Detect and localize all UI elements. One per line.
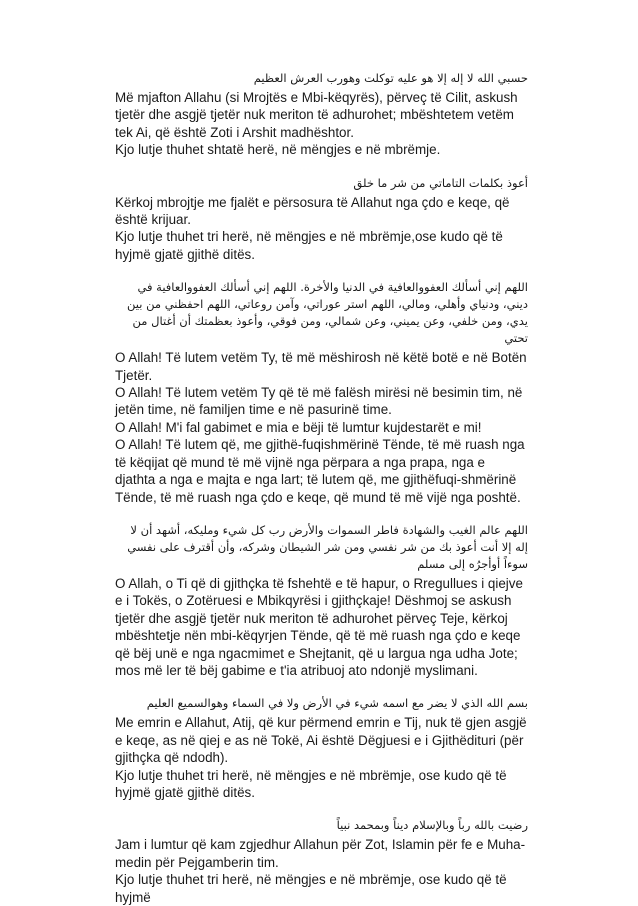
supplication-block bbox=[115, 817, 528, 906]
albanian-translation: O Allah! Të lutem vetëm Ty që të më falësh mirësi në besimin tim, në jetën time, në familjen time e në pasurinë time. bbox=[115, 385, 523, 418]
recitation-instruction: Kjo lutje thuhet tri herë, në mëngjes e në mbrëmje, ose kudo që të hyjmë gjatë gjithë ditës. bbox=[115, 767, 507, 800]
arabic-text: بسم الله الذي لا يضر مع اسمه شيء في الأرض ولا في السماء وهوالسميع العليم bbox=[146, 696, 528, 711]
albanian-translation: Më mjafton Allahu (si Mrojtës e Mbi-këqyrës), përveç të Cilit, askush tjetër dhe asgjë tjetër nuk meriton të adhurohet; mbështetem vetëm tek Ai, që është Zoti i Arshit madhështor. bbox=[115, 90, 518, 140]
supplication-block bbox=[115, 695, 528, 801]
arabic-text: رضيت بالله رباً وبالإسلام ديناً وبمحمد نبياً bbox=[336, 818, 528, 833]
recitation-instruction: Kjo lutje thuhet tri herë, në mëngjes e në mbrëmje,ose kudo që të hyjmë gjatë gjithë ditës. bbox=[115, 229, 503, 262]
supplication-block bbox=[115, 279, 528, 506]
recitation-instruction: Kjo lutje thuhet tri herë, në mëngjes e në mbrëmje, ose kudo që të hyjmë bbox=[115, 872, 507, 905]
albanian-translation: O Allah, o Ti që di gjithçka të fshehtë e të hapur, o Rregullues i qiejve e i Tokës, o Zotëruesi e Mbikqyrësi i gjithçkaje! Dëshmoj se askush tjetër dhe asgjë tjetër nuk meriton të adhurohet përveç Teje, kërkoj mbështetje nën mbi-këqyrjen Tënde, që të më ruash nga çdo e keqe që bëj unë e nga ngacmimet e Shejtanit, që u largua nga udha Jote; mos më ler të bëj gabime e t'ia atribuoj ato ndonjë myslimani. bbox=[115, 575, 523, 678]
arabic-text: اللهم عالم الغيب والشهادة فاطر السموات والأرض رب كل شيء ومليكه، أشهد أن لا إله إلا أنت أعوذ بك من شر نفسي ومن شر الشيطان وشركه، وأن أقترف على نفسي سوءاً أوأجرُه إلى مسلم bbox=[127, 522, 528, 571]
albanian-translation: Kërkoj mbrojtje me fjalët e përsosura të Allahut nga çdo e keqe, që është krijuar. bbox=[115, 194, 510, 228]
supplication-block bbox=[115, 522, 528, 679]
albanian-translation: Me emrin e Allahut, Atij, që kur përmend emrin e Tij, nuk të gjen asgjë e keqe, as në qiej e as në Tokë, Ai është Dëgjuesi e i Gjithëdituri (për gjithçka që ndodh). bbox=[115, 715, 527, 766]
albanian-translation: Jam i lumtur që kam zgjedhur Allahun për Zot, Islamin për fe e Muha-medin për Pejgamberin tim. bbox=[115, 837, 526, 870]
recitation-instruction: Kjo lutje thuhet shtatë herë, në mëngjes e në mbrëmje. bbox=[115, 142, 441, 158]
albanian-translation: O Allah! Të lutem që, me gjithë-fuqishmërinë Tënde, të më ruash nga të këqijat që mund të më vijnë nga përpara a nga prapa, nga e djathta a nga e majta e nga lart; të lutem që, me gjithëfuqi-shmërinë Tënde, të më ruash nga çdo e keqe, që mund të më vijë nga poshtë. bbox=[115, 437, 525, 505]
arabic-text: أعوذ بكلمات التاماتي من شر ما خلق bbox=[353, 175, 528, 190]
supplication-block bbox=[115, 175, 528, 264]
albanian-translation: O Allah! Të lutem vetëm Ty, të më mëshirosh në këtë botë e në Botën Tjetër. bbox=[115, 350, 527, 383]
supplication-block bbox=[115, 70, 528, 159]
arabic-text: اللهم إني أسألك العفووالعافية في الدنيا والأخرة. اللهم إني أسألك العفووالعافية في ديني، ودنياي وأهلي، ومالي، اللهم استر عوراتي، وآمن روعاتي، اللهم احفظني من بين يدي، ومن خلفي، وعن يميني، وعن شمالي، ومن فوقي، وأعوذ بعظمتك أن أغتال من تحتي bbox=[127, 280, 528, 346]
arabic-text: حسبي الله لا إله إلا هو عليه توكلت وهورب العرش العظيم bbox=[253, 71, 528, 85]
albanian-translation: O Allah! M'i fal gabimet e mia e bëji të lumtur kujdestarët e mi! bbox=[115, 419, 482, 435]
